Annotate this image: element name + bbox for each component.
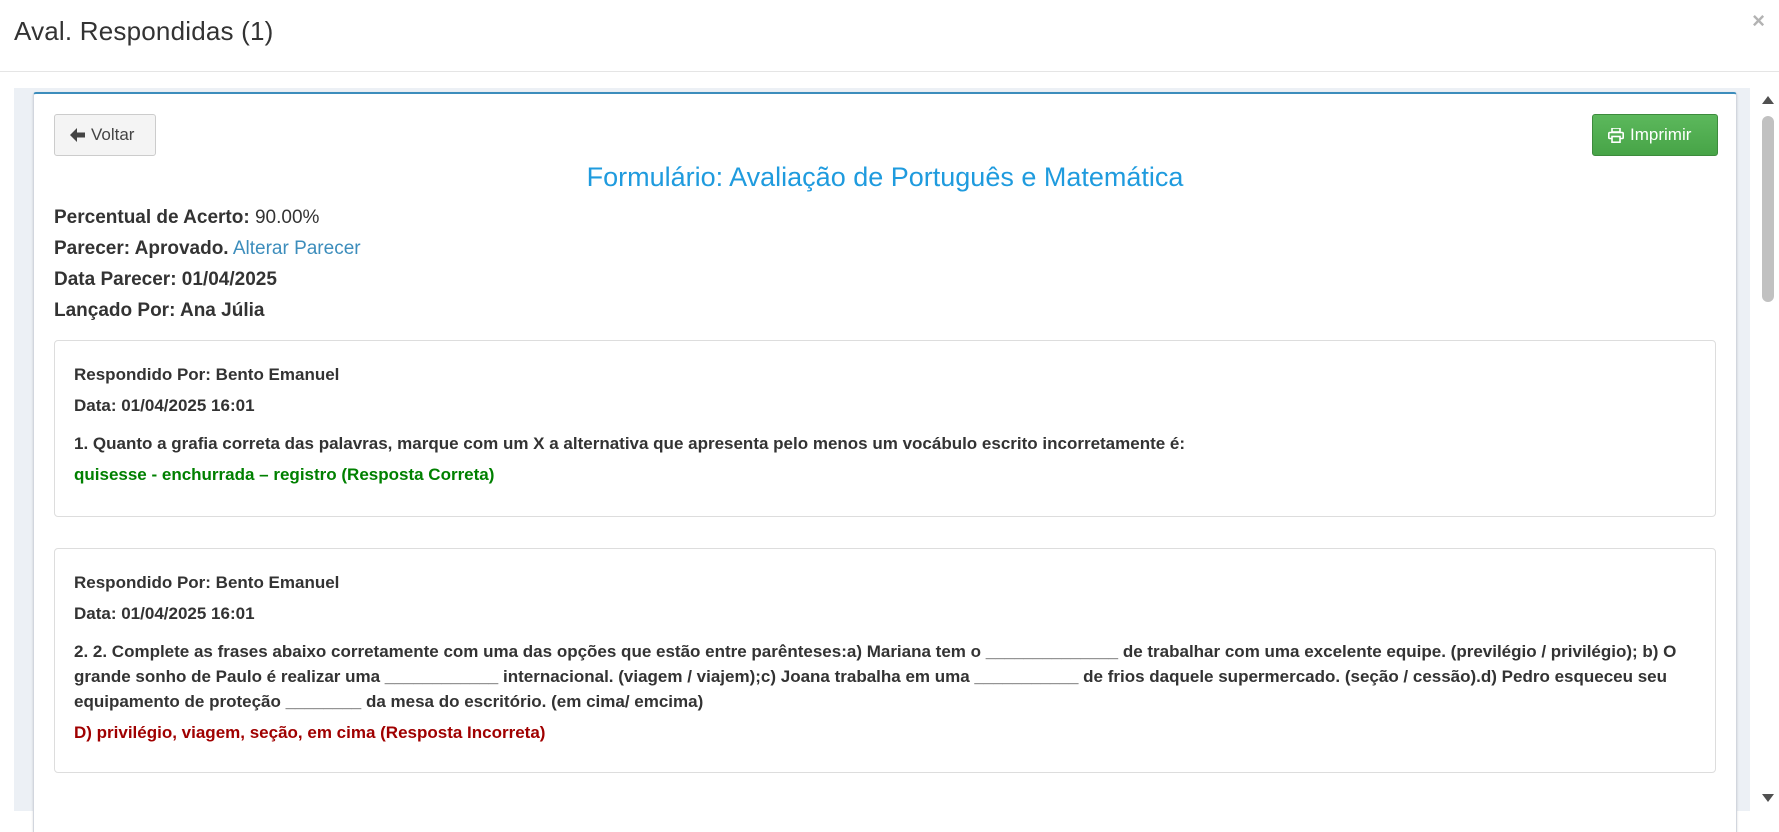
modal-title: Aval. Respondidas (1)	[14, 16, 274, 46]
launched-by-line	[54, 300, 264, 322]
form-title: Formulário: Avaliação de Português e Matemática	[586, 162, 1184, 192]
printer-icon	[1608, 128, 1624, 143]
percent-label: Percentual de Acerto:	[54, 207, 250, 228]
opinion-date: Data Parecer: 01/04/2025	[54, 269, 277, 290]
close-icon[interactable]: ×	[1752, 8, 1765, 33]
modal-header	[0, 0, 1779, 72]
back-button-label: Voltar	[91, 125, 135, 144]
print-button[interactable]	[1592, 114, 1718, 156]
answer-date: Data: 01/04/2025 16:01	[74, 604, 255, 623]
modal-body	[0, 73, 1779, 811]
answer-card	[54, 340, 1716, 517]
answer-text-correct: quisesse - enchurrada – registro (Resposta Correta)	[74, 465, 495, 484]
opinion-line	[54, 238, 361, 260]
opinion-text: Parecer: Aprovado.	[54, 238, 229, 259]
answered-by: Respondido Por: Bento Emanuel	[74, 573, 340, 592]
form-panel	[33, 92, 1737, 832]
answer-card	[54, 548, 1716, 773]
question-text: 2. 2. Complete as frases abaixo corretamente com uma das opções que estão entre parênteses:a) Mariana tem o ______________ de trabalhar com uma excelente equipe. (previlégio / privilégio); b) O grande sonho de Paulo é realizar uma ____________ internacional. (viagem / viajem);c) Joana trabalha em uma ___________ de frios daquele supermercado. (seção / cessão).d) Pedro esqueceu seu equipamento de proteção ________ da mesa do escritório. (em cima/ emcima)	[74, 642, 1677, 711]
scroll-down-icon[interactable]	[1762, 794, 1774, 802]
question-text: 1. Quanto a grafia correta das palavras, marque com um X a alternativa que apresenta pelo menos um vocábulo escrito incorretamente é:	[74, 434, 1186, 453]
scrollbar-thumb[interactable]	[1762, 116, 1774, 302]
change-opinion-link[interactable]: Alterar Parecer	[232, 238, 361, 259]
arrow-left-icon	[70, 128, 85, 142]
answer-date: Data: 01/04/2025 16:01	[74, 396, 255, 415]
scroll-up-icon[interactable]	[1762, 96, 1774, 104]
percent-value: 90.00%	[254, 207, 320, 228]
print-button-label: Imprimir	[1630, 125, 1692, 144]
launched-by: Lançado Por: Ana Júlia	[54, 300, 265, 321]
back-button[interactable]	[54, 114, 156, 156]
opinion-date-line	[54, 269, 277, 291]
answered-by: Respondido Por: Bento Emanuel	[74, 365, 340, 384]
answer-text-incorrect: D) privilégio, viagem, seção, em cima (Resposta Incorreta)	[74, 723, 546, 742]
vertical-scrollbar[interactable]	[1757, 88, 1779, 811]
percent-line	[54, 207, 319, 229]
